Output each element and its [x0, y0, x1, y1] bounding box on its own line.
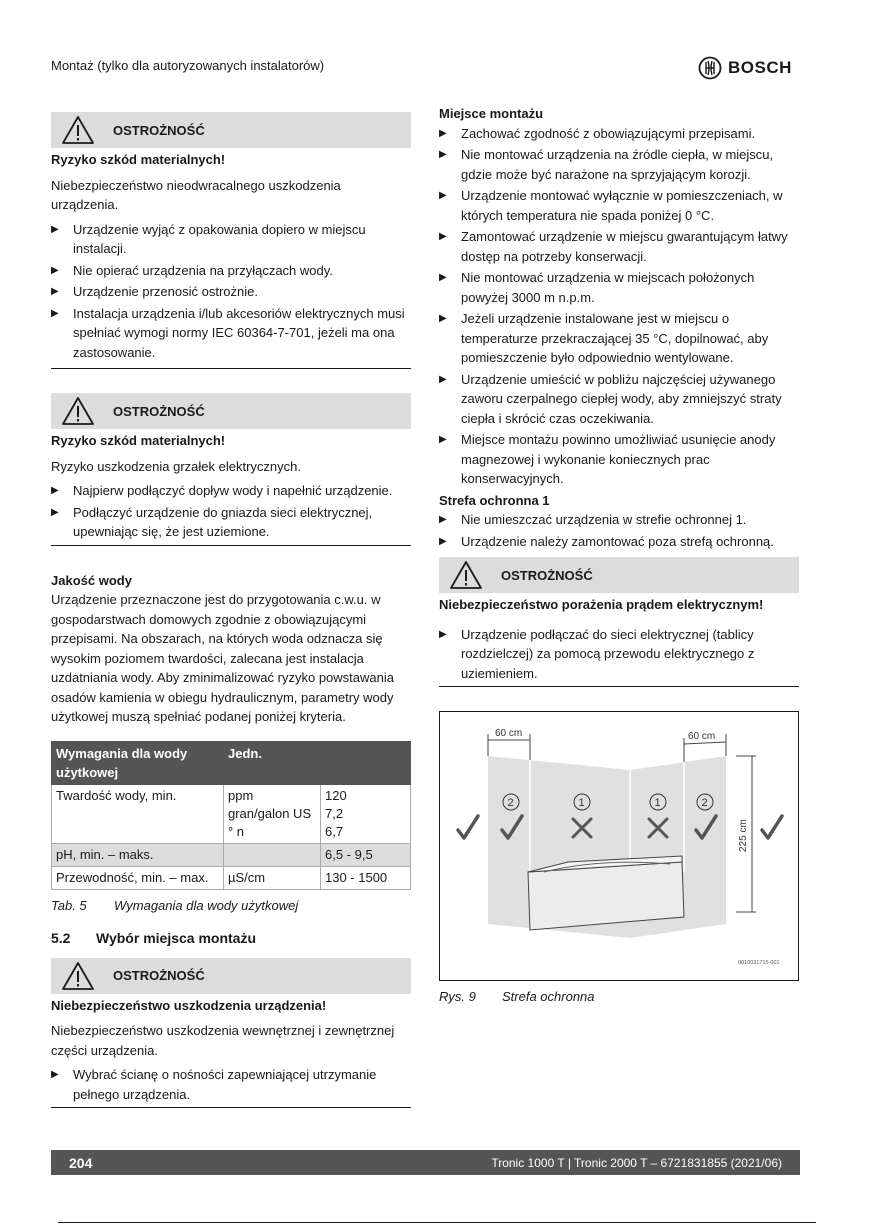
list-item: ▶ Urządzenie należy zamontować poza strefą ochronną. — [439, 532, 799, 552]
caution-subtitle: Niebezpieczeństwo uszkodzenia urządzenia! — [51, 997, 327, 1013]
zone-heading: Strefa ochronna 1 — [439, 492, 550, 508]
section-number: 5.2 — [51, 929, 71, 946]
caution-box-4 — [439, 557, 799, 593]
running-header: Montaż (tylko dla autoryzowanych instalatorów) — [51, 58, 325, 73]
page-footer — [51, 1150, 800, 1175]
table-row — [52, 784, 411, 843]
caution-box-1 — [51, 112, 411, 148]
table-cell: 130 - 1500 — [321, 866, 411, 889]
caution-subtitle: Niebezpieczeństwo porażenia prądem elektrycznym! — [439, 597, 764, 612]
zone1-label-left: 1 — [578, 797, 585, 809]
caution-label: OSTROŻNOŚĆ — [113, 122, 205, 138]
caution-label: OSTROŻNOŚĆ — [113, 403, 205, 419]
page-number: 204 — [69, 1154, 93, 1171]
table-cell: Przewodność, min. – max. — [52, 866, 224, 889]
table-cell: pH, min. – maks. — [52, 843, 224, 866]
list-item: ▶ Zachować zgodność z obowiązującymi przepisami. — [439, 124, 799, 144]
list-item: ▶ Urządzenie przenosić ostrożnie. — [51, 282, 411, 302]
bosch-logo — [698, 56, 792, 80]
caution-intro: Niebezpieczeństwo nieodwracalnego uszkodzenia urządzenia. — [51, 177, 341, 212]
water-requirements-table — [51, 741, 411, 890]
table-caption — [51, 898, 411, 913]
check-icon — [458, 816, 478, 838]
list-item: ▶ Urządzenie umieścić w pobliżu najczęściej używanego zaworu czerpalnego ciepłej wody, aby zmniejszyć straty ciepła i skrócić czas oczekiwania. — [439, 370, 799, 429]
list-item: ▶ Nie opierać urządzenia na przyłączach wody. — [51, 261, 411, 281]
place-heading: Miejsce montażu — [439, 106, 544, 121]
check-icon — [762, 816, 782, 838]
caution-intro: Niebezpieczeństwo uszkodzenia wewnętrznej i zewnętrznej części urządzenia. — [51, 1023, 395, 1058]
table-cell: µS/cm — [224, 866, 321, 889]
table-cell: Twardość wody, min. — [52, 784, 224, 843]
list-item: ▶ Najpierw podłączyć dopływ wody i napełnić urządzenie. — [51, 481, 411, 501]
dim-label-left: 60 cm — [495, 728, 523, 739]
caution-list-1 — [51, 220, 411, 370]
figure-code: 0010031715-001 — [738, 960, 780, 966]
list-item: ▶ Urządzenie wyjąć z opakowania dopiero w miejscu instalacji. — [51, 220, 411, 259]
caution-label: OSTROŻNOŚĆ — [113, 968, 205, 983]
caution-list-2 — [51, 481, 411, 546]
list-item: ▶ Nie montować urządzenia w miejscach położonych powyżej 3000 m n.p.m. — [439, 268, 799, 307]
water-quality-text: Urządzenie przeznaczone jest do przygotowania c.w.u. w gospodarstwach domowych zgodnie z obowiązującymi przepisami. Na obszarach, na których woda odznacza się wysokim poziomem twardości, zalecana jest instalacja uzdatniania wody. Aby zminimalizować ryzyko powstawania osadów kamienia w obiegu hydraulicznym, parametry wody użytkowej muszą spełniać podanej poniżej kryteria. — [51, 592, 394, 724]
caption-text: Wymagania dla wody użytkowej — [114, 897, 299, 913]
section-heading: Wybór miejsca montażu — [96, 929, 257, 946]
table-header-row — [52, 741, 411, 784]
divider — [58, 1222, 816, 1223]
caution-label: OSTROŻNOŚĆ — [501, 567, 593, 583]
document-reference: Tronic 1000 T | Tronic 2000 T – 6721831855 (2021/06) — [491, 1155, 782, 1170]
warning-triangle-icon — [61, 961, 95, 991]
table-header — [321, 741, 411, 784]
list-item: ▶ Urządzenie podłączać do sieci elektrycznej (tablicy rozdzielczej) za pomocą przewodu elektrycznego z uziemieniem. — [439, 625, 799, 684]
section-title — [51, 930, 411, 946]
dim-line-right — [684, 742, 726, 744]
zone1-label-right: 1 — [654, 797, 661, 809]
dim-label-right: 60 cm — [688, 731, 716, 742]
table-row — [52, 866, 411, 889]
list-item: ▶ Podłączyć urządzenie do gniazda sieci elektrycznej, upewniając się, że jest uziemione. — [51, 503, 411, 542]
zone-list — [439, 510, 799, 551]
figure-caption — [439, 989, 799, 1004]
right-column — [439, 104, 799, 1004]
bathroom-zone-diagram — [440, 712, 798, 980]
list-item: ▶ Jeżeli urządzenie instalowane jest w miejscu o temperaturze przekraczającej 35 °C, dopilnować, aby pomieszczenie było odpowiednio wentylowane. — [439, 309, 799, 368]
left-column — [51, 112, 411, 1108]
caption-text: Strefa ochronna — [502, 989, 595, 1004]
warning-triangle-icon — [61, 115, 95, 145]
table-header: Wymagania dla wody użytkowej — [52, 741, 224, 784]
protection-zone-figure — [439, 711, 799, 981]
warning-triangle-icon — [61, 396, 95, 426]
table-header: Jedn. — [224, 741, 321, 784]
list-item: ▶ Nie umieszczać urządzenia w strefie ochronnej 1. — [439, 510, 799, 530]
bosch-armature-icon — [698, 56, 722, 80]
list-item: ▶ Miejsce montażu powinno umożliwiać usunięcie anody magnezowej i wykonanie koniecznych prac konserwacyjnych. — [439, 430, 799, 489]
list-item: ▶ Wybrać ścianę o nośności zapewniającej utrzymanie pełnego urządzenia. — [51, 1065, 411, 1104]
place-list — [439, 124, 799, 489]
caption-label: Rys. 9 — [439, 989, 476, 1004]
caution-subtitle: Ryzyko szkód materialnych! — [51, 152, 226, 167]
table-cell: 6,5 - 9,5 — [321, 843, 411, 866]
table-row — [52, 843, 411, 866]
zone2-label-right: 2 — [701, 797, 708, 809]
list-item: ▶ Urządzenie montować wyłącznie w pomieszczeniach, w których temperatura nie spada poniżej 0 °C. — [439, 186, 799, 225]
caution-box-3 — [51, 958, 411, 994]
table-cell: 120 7,2 6,7 — [321, 784, 411, 843]
caution-list-4 — [439, 625, 799, 688]
warning-triangle-icon — [449, 560, 483, 590]
table-cell: ppm gran/galon US ° n — [224, 784, 321, 843]
list-item: ▶ Zamontować urządzenie w miejscu gwarantującym łatwy dostęp na potrzeby konserwacji. — [439, 227, 799, 266]
list-item: ▶ Nie montować urządzenia na źródle ciepła, w miejscu, gdzie może być narażone na sprzyjającym korozji. — [439, 145, 799, 184]
list-item: ▶ Instalacja urządzenia i/lub akcesoriów elektrycznych musi spełniać wymogi normy IEC 60364-7-701, jeżeli ma ona zastosowanie. — [51, 304, 411, 363]
table-cell — [224, 843, 321, 866]
dim-label-height: 225 cm — [738, 819, 749, 852]
caution-subtitle: Ryzyko szkód materialnych! — [51, 433, 226, 448]
caption-label: Tab. 5 — [51, 897, 87, 913]
caution-box-2 — [51, 393, 411, 429]
caution-list-3 — [51, 1065, 411, 1108]
brand-name: BOSCH — [728, 58, 792, 77]
water-quality-heading: Jakość wody — [51, 572, 132, 588]
zone2-label-left: 2 — [507, 797, 514, 809]
caution-intro: Ryzyko uszkodzenia grzałek elektrycznych. — [51, 458, 301, 474]
